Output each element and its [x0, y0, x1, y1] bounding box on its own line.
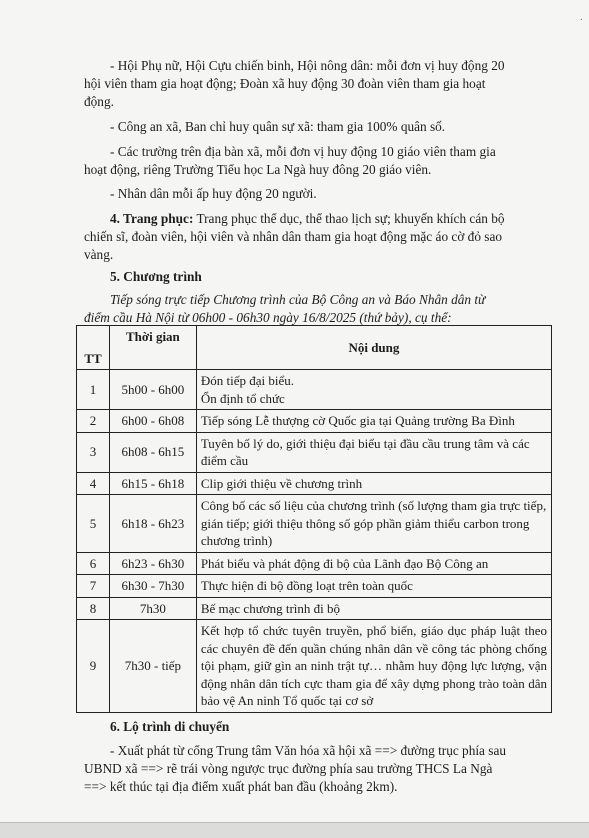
para-6-line-2: điểm cầu Hà Nội từ 06h00 - 06h30 ngày 16/8/2025 (thứ bảy), cụ thể: [84, 310, 452, 325]
para-1-line-3: động. [84, 94, 114, 109]
row-tt: 1 [77, 370, 110, 410]
table-row [77, 597, 552, 620]
row-tt: 7 [77, 575, 110, 598]
corner-mark: ˙ [579, 18, 583, 29]
header-tt: TT [77, 326, 110, 370]
para-3-line-1: - Các trường trên địa bàn xã, mỗi đơn vị huy động 10 giáo viên tham gia [110, 144, 496, 159]
row-tt: 9 [77, 620, 110, 713]
attire-text: Trang phục thể dục, thể thao lịch sự; khuyến khích cán bộ [193, 211, 505, 226]
row-time: 6h15 - 6h18 [109, 472, 196, 495]
section-6-heading: 6. Lộ trình di chuyển [110, 719, 230, 734]
para-6-line-1: Tiếp sóng trực tiếp Chương trình của Bộ Công an và Báo Nhân dân từ [110, 292, 486, 307]
para-1-line-1: - Hội Phụ nữ, Hội Cựu chiến binh, Hội nông dân: mỗi đơn vị huy động 20 [110, 58, 505, 73]
row-content: Tuyên bố lý do, giới thiệu đại biểu tại đầu cầu trung tâm và các điểm cầu [196, 432, 551, 472]
row-time: 5h00 - 6h00 [109, 370, 196, 410]
row-content: Kết hợp tổ chức tuyên truyền, phổ biến, giáo dục pháp luật theo các chuyên đề đến quần chúng nhân dân về công tác phòng chống tội phạm, giữ gìn an ninh trật tự… nhằm huy động lực lượng, vận động nhân dân tích cực tham gia để xây dựng phong trào toàn dân bảo vệ An ninh Tổ quốc tại cơ sở [196, 620, 551, 713]
row-time: 7h30 - tiếp [109, 620, 196, 713]
row-time: 6h00 - 6h08 [109, 410, 196, 433]
table-row [77, 495, 552, 553]
row-time: 6h23 - 6h30 [109, 552, 196, 575]
row-time: 6h30 - 7h30 [109, 575, 196, 598]
table-row [77, 620, 552, 713]
table-header-row [77, 326, 552, 370]
para-3-line-2: hoạt động, riêng Trường Tiểu học La Ngà huy đông 20 giáo viên. [84, 162, 432, 177]
para-4: - Nhân dân mỗi ấp huy động 20 người. [110, 186, 317, 201]
section-5-heading: 5. Chương trình [110, 269, 202, 284]
header-time: Thời gian [109, 326, 196, 370]
row-tt: 4 [77, 472, 110, 495]
para-7-line-1: - Xuất phát từ cổng Trung tâm Văn hóa xã hội xã ==> đường trục phía sau [110, 743, 507, 758]
table-row [77, 472, 552, 495]
para-7-line-2: UBND xã ==> rẽ trái vòng ngược trục đường phía sau trường THCS La Ngà [84, 761, 493, 776]
row-content [196, 370, 551, 410]
attire-heading: 4. Trang phục: [110, 211, 194, 226]
schedule-table [76, 325, 552, 713]
row-tt: 6 [77, 552, 110, 575]
para-1-line-2: hội viên tham gia hoạt động; Đoàn xã huy động 30 đoàn viên tham gia hoạt [84, 76, 486, 91]
row-content: Thực hiện đi bộ đồng loạt trên toàn quốc [196, 575, 551, 598]
row-tt: 2 [77, 410, 110, 433]
row-tt: 8 [77, 597, 110, 620]
row-time: 6h08 - 6h15 [109, 432, 196, 472]
para-5-line-2: chiến sĩ, đoàn viên, hội viên và nhân dân tham gia hoạt động mặc áo cờ đỏ sao [84, 229, 503, 244]
table-row [77, 552, 552, 575]
row-content: Phát biểu và phát động đi bộ của Lãnh đạo Bộ Công an [196, 552, 551, 575]
header-content: Nội dung [196, 326, 551, 370]
row-tt: 3 [77, 432, 110, 472]
para-5-line-3: vàng. [84, 247, 114, 262]
row-content-line: Đón tiếp đại biểu. [200, 373, 294, 388]
table-row [77, 575, 552, 598]
row-tt: 5 [77, 495, 110, 553]
row-time: 6h18 - 6h23 [109, 495, 196, 553]
row-content: Clip giới thiệu về chương trình [196, 472, 551, 495]
row-time: 7h30 [109, 597, 196, 620]
para-7-line-3: ==> kết thúc tại địa điểm xuất phát ban đầu (khoảng 2km). [84, 779, 398, 794]
table-row [77, 432, 552, 472]
row-content: Bế mạc chương trình đi bộ [196, 597, 551, 620]
row-content: Công bố các số liệu của chương trình (số lượng tham gia trực tiếp, gián tiếp; giới thiệu thông số góp phần giảm thiểu carbon trong chương trình) [196, 495, 551, 553]
table-row [77, 370, 552, 410]
para-5-line-1 [110, 210, 505, 229]
row-content: Tiếp sóng Lễ thượng cờ Quốc gia tại Quảng trường Ba Đình [196, 410, 551, 433]
table-row [77, 410, 552, 433]
row-content-line: Ổn định tổ chức [200, 390, 285, 406]
page-bottom-edge [0, 822, 589, 838]
para-2: - Công an xã, Ban chỉ huy quân sự xã: tham gia 100% quân số. [110, 119, 446, 134]
